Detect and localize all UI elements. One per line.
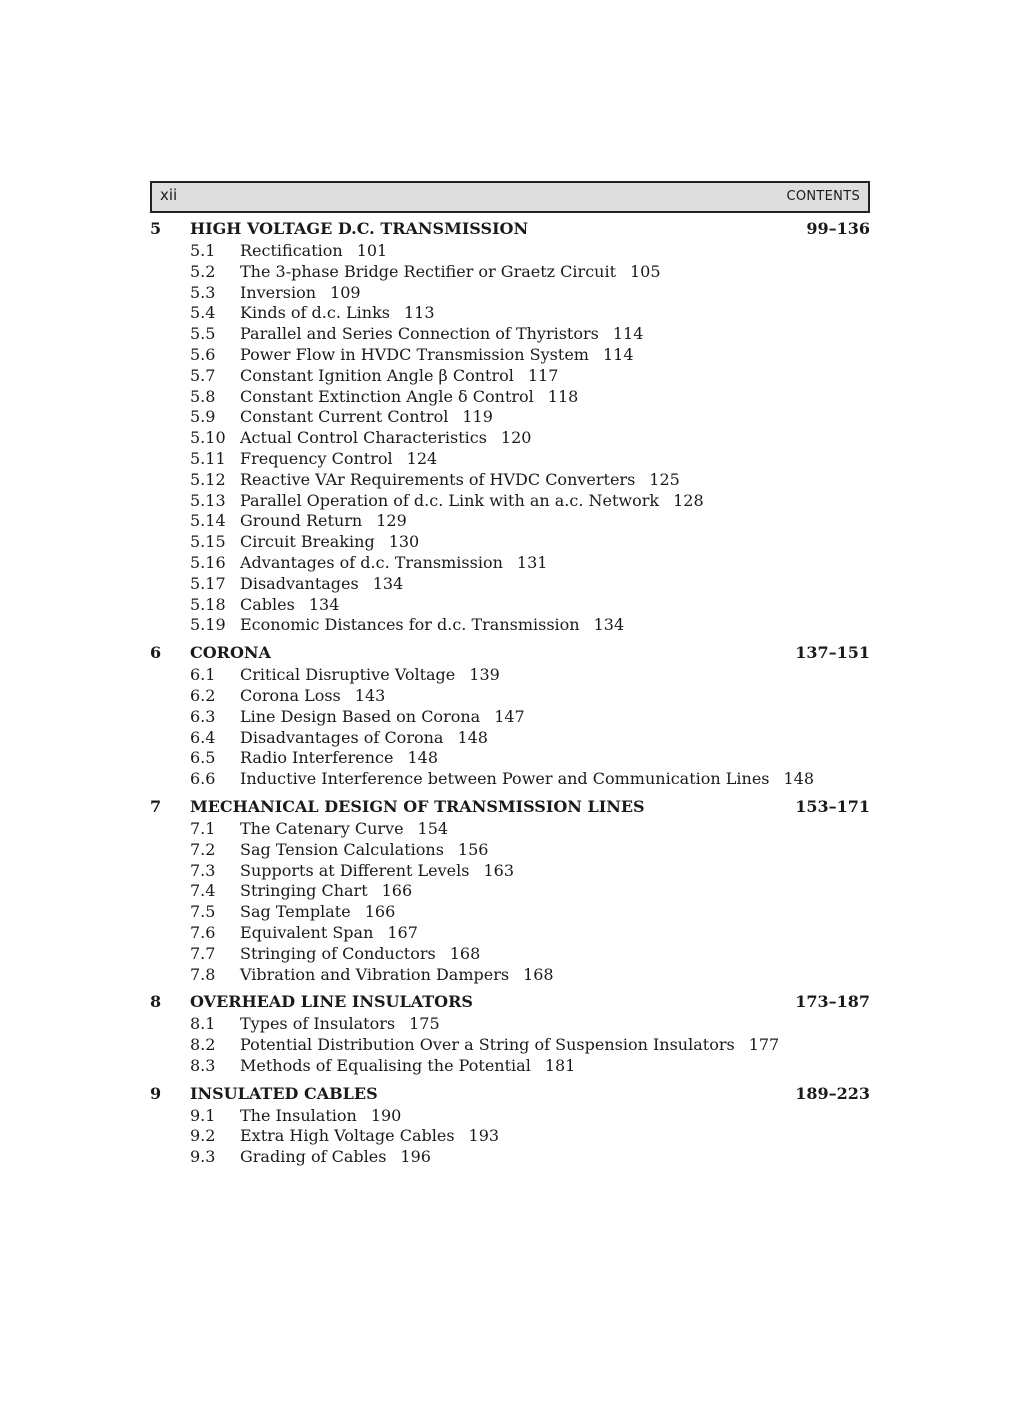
section-number: 7.3 [190, 860, 216, 880]
table-of-contents [150, 219, 870, 1175]
section-page: 143 [354, 685, 386, 705]
section-page: 101 [356, 241, 388, 260]
toc-entry [150, 387, 870, 408]
section-page: 166 [381, 881, 413, 901]
section-number: 5.9 [190, 407, 216, 427]
section-number: 6.4 [190, 727, 216, 747]
section-title: Economic Distances for d.c. Transmission [240, 615, 580, 635]
page-number: xii [160, 186, 178, 204]
section-entry [240, 1126, 499, 1145]
section-number: 9.2 [190, 1126, 216, 1146]
section-page: 114 [602, 344, 634, 364]
toc-entry [150, 840, 870, 861]
chapter-number: 9 [150, 1083, 162, 1103]
section-page: 196 [400, 1147, 431, 1167]
toc-entry [150, 728, 870, 749]
toc-entry [150, 449, 870, 470]
running-title: CONTENTS [786, 189, 860, 204]
section-number: 5.16 [190, 552, 226, 572]
chapter-heading [150, 219, 870, 241]
section-title: Advantages of d.c. Transmission [240, 552, 503, 572]
section-entry [240, 728, 488, 747]
section-title: Constant Current Control [240, 407, 449, 427]
section-entry [240, 615, 624, 634]
chapter-page-range: 99–136 [806, 219, 870, 238]
section-number: 5.14 [190, 511, 226, 531]
section-number: 7.7 [190, 943, 216, 963]
section-number: 7.4 [190, 881, 216, 901]
section-entry [240, 840, 488, 859]
section-page: 156 [457, 839, 489, 859]
toc-entry [150, 303, 870, 324]
section-title: Kinds of d.c. Links [240, 303, 390, 323]
section-number: 5.17 [190, 573, 226, 593]
section-number: 7.6 [190, 922, 216, 942]
section-page: 130 [388, 532, 420, 552]
section-title: Equivalent Span [240, 922, 374, 942]
section-entry [240, 748, 438, 767]
chapter-7 [150, 797, 870, 985]
section-page: 167 [387, 922, 418, 942]
section-page: 148 [783, 769, 815, 789]
section-page: 114 [612, 324, 644, 344]
section-page: 163 [483, 860, 515, 880]
toc-entry [150, 574, 870, 595]
section-entry [240, 491, 704, 510]
section-number: 5.1 [190, 241, 216, 260]
section-entry [240, 387, 578, 406]
section-number: 5.18 [190, 594, 226, 614]
section-entry [240, 1106, 401, 1125]
section-page: 119 [462, 407, 493, 427]
toc-entry [150, 1014, 870, 1035]
section-title: Supports at Different Levels [240, 860, 470, 880]
chapter-title: OVERHEAD LINE INSULATORS [190, 992, 473, 1012]
toc-entry [150, 595, 870, 616]
toc-entry [150, 366, 870, 387]
toc-entry [150, 324, 870, 345]
section-title: Grading of Cables [240, 1147, 387, 1167]
section-number: 5.8 [190, 386, 216, 406]
section-page: 148 [407, 748, 438, 768]
chapter-title: MECHANICAL DESIGN OF TRANSMISSION LINES [190, 796, 645, 816]
section-title: Reactive VAr Requirements of HVDC Converters [240, 469, 636, 489]
section-title: Critical Disruptive Voltage [240, 665, 456, 685]
toc-entry [150, 965, 870, 986]
section-title: Cables [240, 594, 295, 614]
chapter-title: HIGH VOLTAGE D.C. TRANSMISSION [190, 219, 529, 238]
section-entry [240, 665, 500, 684]
section-entry [240, 262, 661, 281]
section-entry [240, 324, 643, 343]
section-entry [240, 470, 680, 489]
toc-entry [150, 511, 870, 532]
chapter-title: CORONA [190, 643, 271, 663]
toc-entry [150, 428, 870, 449]
toc-entry [150, 1106, 870, 1127]
section-page: 154 [417, 818, 449, 838]
section-page: 113 [403, 303, 435, 323]
section-entry [240, 881, 412, 900]
section-title: Frequency Control [240, 448, 393, 468]
section-title: Types of Insulators [240, 1014, 396, 1034]
section-number: 9.1 [190, 1105, 216, 1125]
section-page: 120 [500, 428, 532, 448]
section-title: The Catenary Curve [240, 818, 404, 838]
section-title: Inversion [240, 282, 317, 302]
section-number: 6.6 [190, 769, 216, 789]
section-entry [240, 1014, 440, 1033]
section-page: 134 [308, 594, 340, 614]
section-number: 6.5 [190, 748, 216, 768]
section-entry [240, 574, 403, 593]
section-page: 168 [523, 964, 554, 984]
section-number: 5.7 [190, 365, 216, 385]
section-number: 7.1 [190, 818, 216, 838]
section-entry [240, 407, 493, 426]
section-entry [240, 902, 395, 921]
section-title: Extra High Voltage Cables [240, 1126, 455, 1146]
chapter-number: 5 [150, 219, 162, 238]
section-number: 5.11 [190, 448, 226, 468]
section-page: 124 [406, 448, 438, 468]
section-number: 6.2 [190, 685, 216, 705]
toc-entry [150, 1035, 870, 1056]
chapter-heading [150, 797, 870, 819]
section-title: Disadvantages [240, 573, 359, 593]
section-page: 109 [330, 282, 361, 302]
chapter-page-range: 153–171 [795, 796, 870, 816]
section-title: Vibration and Vibration Dampers [240, 964, 510, 984]
section-number: 5.2 [190, 261, 216, 281]
chapter-title: INSULATED CABLES [190, 1083, 378, 1103]
chapter-number: 6 [150, 643, 162, 663]
section-page: 134 [372, 573, 404, 593]
section-title: Stringing of Conductors [240, 943, 436, 963]
section-entry [240, 283, 361, 302]
section-title: Parallel and Series Connection of Thyristors [240, 324, 599, 344]
section-entry [240, 707, 525, 726]
section-entry [240, 241, 387, 260]
chapter-number: 7 [150, 796, 162, 816]
chapter-heading [150, 643, 870, 665]
toc-entry [150, 707, 870, 728]
section-title: Inductive Interference between Power and Communication Lines [240, 769, 770, 789]
section-title: Constant Ignition Angle β Control [240, 365, 514, 385]
section-page: 166 [364, 902, 396, 922]
section-number: 5.13 [190, 490, 226, 510]
section-entry [240, 923, 418, 942]
toc-entry [150, 923, 870, 944]
section-entry [240, 944, 480, 963]
toc-entry [150, 686, 870, 707]
chapter-heading [150, 992, 870, 1014]
chapter-page-range: 173–187 [795, 992, 870, 1012]
section-entry [240, 303, 435, 322]
section-entry [240, 1035, 779, 1054]
section-page: 177 [748, 1035, 780, 1055]
toc-entry [150, 819, 870, 840]
toc-entry [150, 665, 870, 686]
toc-entry [150, 1126, 870, 1147]
toc-entry [150, 1056, 870, 1077]
toc-entry [150, 491, 870, 512]
section-page: 139 [469, 665, 500, 685]
section-title: Line Design Based on Corona [240, 706, 481, 726]
section-page: 129 [376, 511, 407, 531]
toc-entry [150, 345, 870, 366]
section-title: Stringing Chart [240, 881, 368, 901]
section-entry [240, 511, 407, 530]
toc-entry [150, 1147, 870, 1168]
section-page: 181 [544, 1055, 576, 1075]
toc-entry [150, 553, 870, 574]
section-page: 125 [649, 469, 680, 489]
toc-entry [150, 262, 870, 283]
section-page: 118 [547, 386, 579, 406]
section-title: Rectification [240, 241, 343, 260]
section-title: Sag Template [240, 902, 351, 922]
toc-entry [150, 283, 870, 304]
toc-entry [150, 241, 870, 262]
section-entry [240, 965, 554, 984]
section-title: Actual Control Characteristics [240, 428, 487, 448]
section-entry [240, 1056, 575, 1075]
toc-entry [150, 881, 870, 902]
toc-entry [150, 769, 870, 790]
section-title: Constant Extinction Angle δ Control [240, 386, 534, 406]
section-title: Circuit Breaking [240, 532, 375, 552]
section-number: 8.2 [190, 1035, 216, 1055]
section-number: 7.5 [190, 902, 216, 922]
section-number: 5.15 [190, 532, 226, 552]
section-page: 190 [370, 1105, 402, 1125]
section-number: 9.3 [190, 1147, 216, 1167]
section-title: Corona Loss [240, 685, 341, 705]
section-number: 5.10 [190, 428, 226, 448]
section-entry [240, 345, 634, 364]
section-entry [240, 819, 448, 838]
section-entry [240, 532, 419, 551]
section-title: Methods of Equalising the Potential [240, 1055, 531, 1075]
section-page: 168 [449, 943, 481, 963]
toc-entry [150, 944, 870, 965]
section-page: 193 [468, 1126, 500, 1146]
section-entry [240, 1147, 431, 1166]
section-page: 147 [494, 706, 525, 726]
section-title: Radio Interference [240, 748, 394, 768]
chapter-6 [150, 643, 870, 790]
chapter-page-range: 137–151 [795, 643, 870, 663]
section-title: Ground Return [240, 511, 363, 531]
section-page: 131 [516, 552, 548, 572]
section-page: 128 [673, 490, 704, 510]
section-number: 8.3 [190, 1055, 216, 1075]
section-entry [240, 553, 547, 572]
toc-entry [150, 902, 870, 923]
section-number: 5.6 [190, 344, 216, 364]
section-number: 8.1 [190, 1014, 216, 1034]
section-page: 148 [457, 727, 488, 747]
section-entry [240, 428, 531, 447]
section-entry [240, 686, 385, 705]
toc-entry [150, 615, 870, 636]
section-entry [240, 769, 814, 788]
section-entry [240, 595, 339, 614]
section-number: 6.1 [190, 665, 216, 685]
section-title: The 3-phase Bridge Rectifier or Graetz Circuit [240, 261, 616, 281]
section-entry [240, 861, 514, 880]
section-title: Power Flow in HVDC Transmission System [240, 344, 589, 364]
section-number: 5.3 [190, 282, 216, 302]
toc-entry [150, 532, 870, 553]
toc-entry [150, 861, 870, 882]
chapter-number: 8 [150, 992, 162, 1012]
section-number: 5.12 [190, 469, 226, 489]
section-page: 117 [527, 365, 559, 385]
section-entry [240, 449, 437, 468]
toc-entry [150, 470, 870, 491]
section-number: 7.8 [190, 964, 216, 984]
section-title: Parallel Operation of d.c. Link with an a.c. Network [240, 490, 660, 510]
toc-entry [150, 748, 870, 769]
section-page: 105 [630, 261, 661, 281]
section-page: 175 [409, 1014, 440, 1034]
page-header [150, 181, 870, 213]
chapter-page-range: 189–223 [795, 1083, 870, 1103]
section-number: 6.3 [190, 706, 216, 726]
chapter-heading [150, 1084, 870, 1106]
chapter-5 [150, 219, 870, 636]
section-title: The Insulation [240, 1105, 357, 1125]
section-number: 5.5 [190, 324, 216, 344]
section-title: Potential Distribution Over a String of Suspension Insulators [240, 1035, 735, 1055]
section-title: Sag Tension Calculations [240, 839, 444, 859]
section-number: 5.4 [190, 303, 216, 323]
section-number: 5.19 [190, 615, 226, 635]
chapter-8 [150, 992, 870, 1076]
section-number: 7.2 [190, 839, 216, 859]
chapter-9 [150, 1084, 870, 1168]
section-entry [240, 366, 558, 385]
toc-entry [150, 407, 870, 428]
section-title: Disadvantages of Corona [240, 727, 444, 747]
section-page: 134 [593, 615, 625, 635]
